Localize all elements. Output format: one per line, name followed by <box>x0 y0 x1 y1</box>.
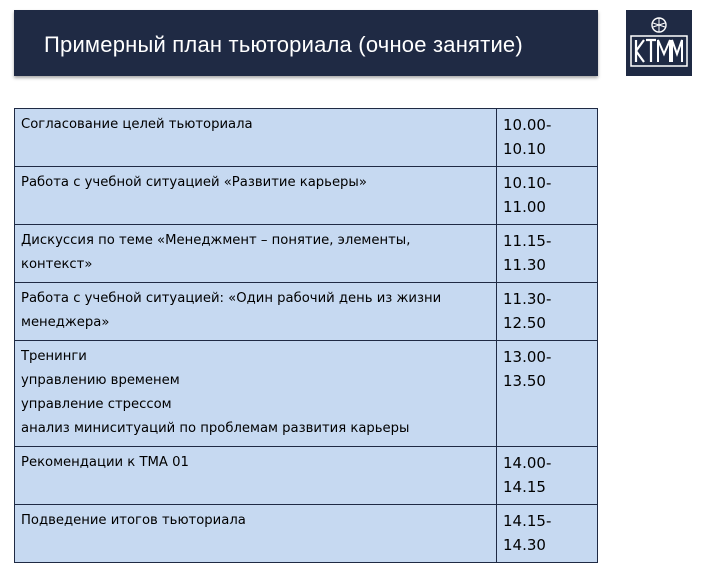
page-title: Примерный план тьюториала (очное занятие) <box>44 32 523 57</box>
activity-line: Работа с учебной ситуацией: «Один рабочий день из жизни <box>21 291 442 306</box>
time-cell: 11.15-11.30 <box>497 225 598 283</box>
activity-line: контекст» <box>21 257 93 272</box>
table-row <box>15 505 598 563</box>
activity-line: Согласование целей тьюториала <box>21 117 253 132</box>
time-cell: 13.00-13.50 <box>497 341 598 447</box>
activity-cell <box>15 341 497 447</box>
table-row <box>15 283 598 341</box>
activity-line: менеджера» <box>21 315 110 330</box>
table-row <box>15 341 598 447</box>
activity-cell <box>15 447 497 505</box>
table-row <box>15 447 598 505</box>
activity-line: Рекомендации к ТМА 01 <box>21 455 189 470</box>
activity-cell <box>15 225 497 283</box>
activity-cell <box>15 283 497 341</box>
time-cell: 11.30-12.50 <box>497 283 598 341</box>
ktmm-logo <box>626 10 692 76</box>
activity-line: Дискуссия по теме «Менеджмент – понятие, элементы, <box>21 233 411 248</box>
activity-line: управление стрессом <box>21 397 172 412</box>
time-cell: 10.00-10.10 <box>497 109 598 167</box>
activity-line: Тренинги <box>21 349 87 364</box>
activity-cell <box>15 167 497 225</box>
activity-cell <box>15 109 497 167</box>
activity-cell <box>15 505 497 563</box>
activity-line: управлению временем <box>21 373 180 388</box>
table-row <box>15 109 598 167</box>
ktmm-logo-icon <box>626 10 692 76</box>
time-cell: 14.00-14.15 <box>497 447 598 505</box>
time-cell: 14.15-14.30 <box>497 505 598 563</box>
activity-line: анализ миниситуаций по проблемам развития карьеры <box>21 421 410 436</box>
activity-line: Подведение итогов тьюториала <box>21 513 246 528</box>
table-row <box>15 167 598 225</box>
tutorial-plan-table <box>14 108 598 563</box>
title-bar <box>14 10 598 76</box>
time-cell: 10.10-11.00 <box>497 167 598 225</box>
activity-line: Работа с учебной ситуацией «Развитие карьеры» <box>21 175 367 190</box>
table-row <box>15 225 598 283</box>
